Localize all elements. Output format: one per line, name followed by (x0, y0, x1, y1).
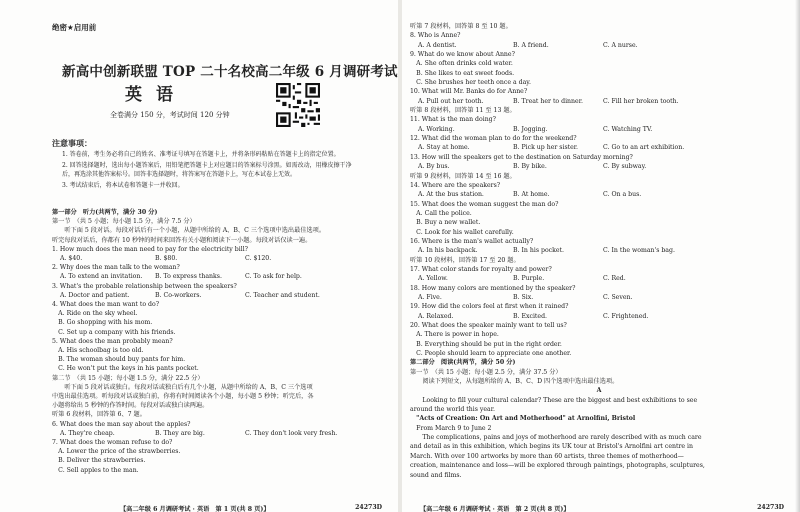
text-line: 中选出最佳选项。听每段对话或独白前，你将有时间阅读各个小题，每小题 5 秒钟；听完后，各 (52, 393, 314, 401)
answer-option: B. A friend. (513, 41, 549, 49)
answer-option: A. At the bus station. (418, 191, 484, 199)
text-line: 15. What does the woman suggest the man do? (410, 200, 559, 208)
text-line: 2. Why does the man talk to the woman? (52, 264, 180, 272)
section-heading: 第二部分 阅读(共两节，满分 50 分) (410, 359, 516, 367)
text-line: 3. What's the probable relationship between the speakers? (52, 282, 237, 290)
section-heading: "Acts of Creation: On Art and Motherhood" at Arnolfini, Bristol (410, 415, 636, 423)
text-line: B. Buy a new wallet. (410, 219, 481, 227)
text-line: B. Deliver the strawberries. (52, 457, 146, 465)
answer-option: B. $80. (155, 255, 178, 263)
answer-option: B. Pick up her sister. (513, 144, 579, 152)
exam-title: 新高中创新联盟 TOP 二十名校高二年级 6 月调研考试 (62, 64, 398, 80)
answer-options-row (410, 293, 788, 302)
answer-option: B. Jogging. (513, 125, 548, 133)
text-line: C. She brushes her teeth once a day. (410, 79, 531, 87)
page-2 (402, 0, 800, 512)
answer-option: A. Doctor and patient. (60, 291, 130, 299)
answer-option: C. A nurse. (603, 41, 638, 49)
text-line: 1. How much does the man need to pay for the electricity bill? (52, 245, 248, 253)
text-line: B. Go shopping with his mom. (52, 319, 153, 327)
answer-options-row (410, 143, 788, 152)
text-line: 18. How many colors are mentioned by the speaker? (410, 284, 576, 292)
listening-section-part1 (52, 208, 388, 475)
answer-options-row (410, 246, 788, 255)
answer-options-row (410, 274, 788, 283)
answer-option: C. $120. (245, 255, 272, 263)
text-line: 11. What is the man doing? (410, 116, 496, 124)
answer-option: A. $40. (60, 255, 83, 263)
answer-option: C. By subway. (603, 163, 647, 171)
text-line: C. Look for his wallet carefully. (410, 228, 514, 236)
footer-label: 【高二年级 6 月调研考试 · 英语 第 1 页(共 8 页)】 (120, 506, 270, 512)
page-1 (0, 0, 398, 512)
answer-option: A. By bus. (418, 163, 450, 171)
text-line: 听第 6 段材料，回答第 6、7 题。 (52, 411, 146, 419)
answer-options-row (410, 125, 788, 134)
answer-option: B. By bike. (513, 163, 547, 171)
notice-heading: 注意事项： (52, 139, 92, 148)
text-line: 第二节 （共 15 小题；每小题 1.5 分，满分 22.5 分） (52, 374, 204, 382)
answer-options-row (52, 254, 388, 263)
answer-option: C. Go to an art exhibition. (603, 144, 685, 152)
text-line: 小题将给出 5 秒钟的作答时间。每段对话或独白读两遍。 (52, 402, 209, 410)
text-line: A. Call the police. (410, 209, 472, 217)
footer-code: 24273D (757, 504, 784, 511)
answer-options-row (410, 41, 788, 50)
answer-options-row (52, 272, 388, 281)
answer-option: C. Seven. (603, 293, 633, 301)
answer-option: A. Pull out her tooth. (418, 97, 484, 105)
notice-item: 1. 答卷前，考生务必将自己的姓名、准考证号填写在答题卡上，并将条形码粘贴在答题卡上的指定位置。 (62, 151, 340, 158)
text-line: 8. Who is Anne? (410, 32, 461, 40)
text-line: 13. How will the speakers get to the destination on Saturday morning? (410, 153, 633, 161)
answer-option: B. To express thanks. (155, 273, 222, 281)
text-line: C. People should learn to appreciate one another. (410, 350, 572, 358)
answer-options-row (410, 312, 788, 321)
answer-options-row (52, 291, 388, 300)
text-line: 10. What will Mr. Banks do for Anne? (410, 88, 528, 96)
answer-option: C. Teacher and student. (245, 291, 320, 299)
answer-option: B. Co-workers. (155, 291, 202, 299)
answer-option: A. Yellow. (418, 275, 448, 283)
text-line: 5. What does the man probably mean? (52, 337, 173, 345)
text-line: 听第 10 段材料，回答第 17 至 20 题。 (410, 256, 520, 264)
text-line: 听第 8 段材料，回答第 11 至 13 题。 (410, 107, 516, 115)
answer-option: A. A dentist. (418, 41, 457, 49)
text-line: 第一节 （共 15 小题；每小题 2.5 分，满分 37.5 分） (410, 368, 562, 376)
answer-option: B. In his pocket. (513, 247, 564, 255)
text-line: A. There is power in hope. (410, 331, 499, 339)
text-line: A. Lower the price of the strawberries. (52, 448, 181, 456)
text-line: C. Sell apples to the man. (52, 466, 139, 474)
answer-option: A. They're cheap. (60, 429, 115, 437)
footer-code: 24273D (355, 504, 382, 511)
text-line: 16. Where is the man's wallet actually? (410, 237, 534, 245)
notice-item: 2. 回答选择题时，选出每小题答案后，用铅笔把答题卡上对应题目的答案标号涂黑。如需改动，用橡皮擦干净后，再选涂其他答案标号。回答非选择题时，将答案写在答题卡上，写在本试卷上无效。 (62, 161, 352, 179)
qr-code-icon (276, 83, 320, 127)
text-line: 第一节 （共 5 小题；每小题 1.5 分，满分 7.5 分） (52, 218, 196, 226)
paper-edge-shadow (795, 0, 800, 512)
section-heading: 第一部分 听力(共两节，满分 30 分) (52, 209, 158, 216)
answer-option: B. They are big. (155, 429, 205, 437)
score-info: 全卷满分 150 分，考试时间 120 分钟 (110, 111, 230, 119)
answer-options-row (410, 97, 788, 106)
text-line: A. She often drinks cold water. (410, 60, 513, 68)
answer-option: B. Treat her to dinner. (513, 97, 583, 105)
answer-option: A. Working. (418, 125, 455, 133)
answer-option: A. To extend an invitation. (60, 273, 143, 281)
answer-option: A. Relaxed. (418, 312, 454, 320)
text-line: 阅读下列短文，从每题所给的 A、B、C、D 四个选项中选出最佳选项。 (410, 378, 619, 386)
answer-option: A. Five. (418, 293, 442, 301)
text-line: 听下面 5 段对话或独白。每段对话或独白后有几个小题，从题中所给的 A、B、C 三个选项 (52, 383, 313, 391)
answer-option: C. Red. (603, 275, 626, 283)
text-line: 17. What color stands for royalty and power? (410, 265, 552, 273)
answer-option: C. On a bus. (603, 191, 642, 199)
answer-option: C. Fill her broken tooth. (603, 97, 679, 105)
listening-section-part2 (410, 22, 788, 480)
answer-option: C. Watching TV. (603, 125, 653, 133)
answer-option: C. They don't look very fresh. (245, 429, 338, 437)
notice-list (62, 150, 362, 191)
text-line: and detail as in this exhibition, which begins its UK tour at Bristol's Arnolfini art centre in (410, 443, 693, 451)
answer-option: B. At home. (513, 191, 550, 199)
text-line: 6. What does the man say about the apples? (52, 420, 191, 428)
answer-option: A. Stay at home. (418, 144, 470, 152)
text-line: 7. What does the woman refuse to do? (52, 439, 173, 447)
text-line: around the world this year. (410, 406, 495, 414)
answer-options-row (410, 162, 788, 171)
text-line: C. He won't put the keys in his pants pocket. (52, 365, 199, 373)
subject-title: 英语 (125, 85, 187, 105)
section-heading: A (596, 387, 602, 395)
text-line: A. His schoolbag is too old. (52, 347, 144, 355)
text-line: B. She likes to eat sweet foods. (410, 69, 515, 77)
answer-option: B. Purple. (513, 275, 545, 283)
text-line: 4. What does the man want to do? (52, 301, 160, 309)
answer-options-row (52, 429, 388, 438)
answer-options-row (410, 190, 788, 199)
text-line: B. Everything should be put in the right order. (410, 340, 562, 348)
answer-option: B. Excited. (513, 312, 548, 320)
text-line: A. Ride on the sky wheel. (52, 310, 138, 318)
text-line: 听完每段对话后，你都有 10 秒钟的时间来回答有关小题和阅读下一小题。每段对话仅读一遍。 (52, 236, 312, 244)
text-line: 20. What does the speaker mainly want to tell us? (410, 322, 567, 329)
text-line: 听第 7 段材料，回答第 8 至 10 题。 (410, 23, 512, 30)
notice-item: 3. 考试结束后，将本试卷和答题卡一并收回。 (62, 181, 184, 189)
answer-option: C. In the woman's bag. (603, 247, 675, 255)
text-line: 19. How did the colors feel at first when it rained? (410, 303, 569, 311)
text-line: Looking to fill your cultural calendar? These are the biggest and best exhibitions to see (410, 396, 698, 404)
answer-option: A. In his backpack. (418, 247, 478, 255)
text-line: 12. What did the woman plan to do for the weekend? (410, 135, 577, 143)
footer-label: 【高二年级 6 月调研考试 · 英语 第 2 页(共 8 页)】 (420, 506, 570, 512)
text-line: B. The woman should buy pants for him. (52, 356, 186, 364)
text-line: 9. What do we know about Anne? (410, 51, 515, 59)
answer-option: C. To ask for help. (245, 273, 302, 281)
text-line: The complications, pains and joys of motherhood are rarely described with as much care (410, 434, 702, 442)
answer-option: C. Frightened. (603, 312, 649, 320)
answer-option: B. Six. (513, 293, 534, 301)
text-line: 听第 9 段材料，回答第 14 至 16 题。 (410, 172, 516, 180)
text-line: creation, maintenance and loss—will be explored through paintings, photographs, sculptures, (410, 462, 705, 470)
text-line: March. With over 100 artworks by more than 60 artists, three themes of motherhood— (410, 452, 684, 460)
text-line: From March 9 to June 2 (410, 424, 492, 432)
text-line: C. Set up a company with his friends. (52, 328, 176, 336)
secret-label: 绝密★启用前 (52, 23, 97, 32)
text-line: 听下面 5 段对话。每段对话后有一个小题，从题中所给的 A、B、C 三个选项中选出最佳选项。 (52, 227, 326, 235)
text-line: sound and films. (410, 471, 462, 479)
text-line: 14. Where are the speakers? (410, 181, 501, 189)
